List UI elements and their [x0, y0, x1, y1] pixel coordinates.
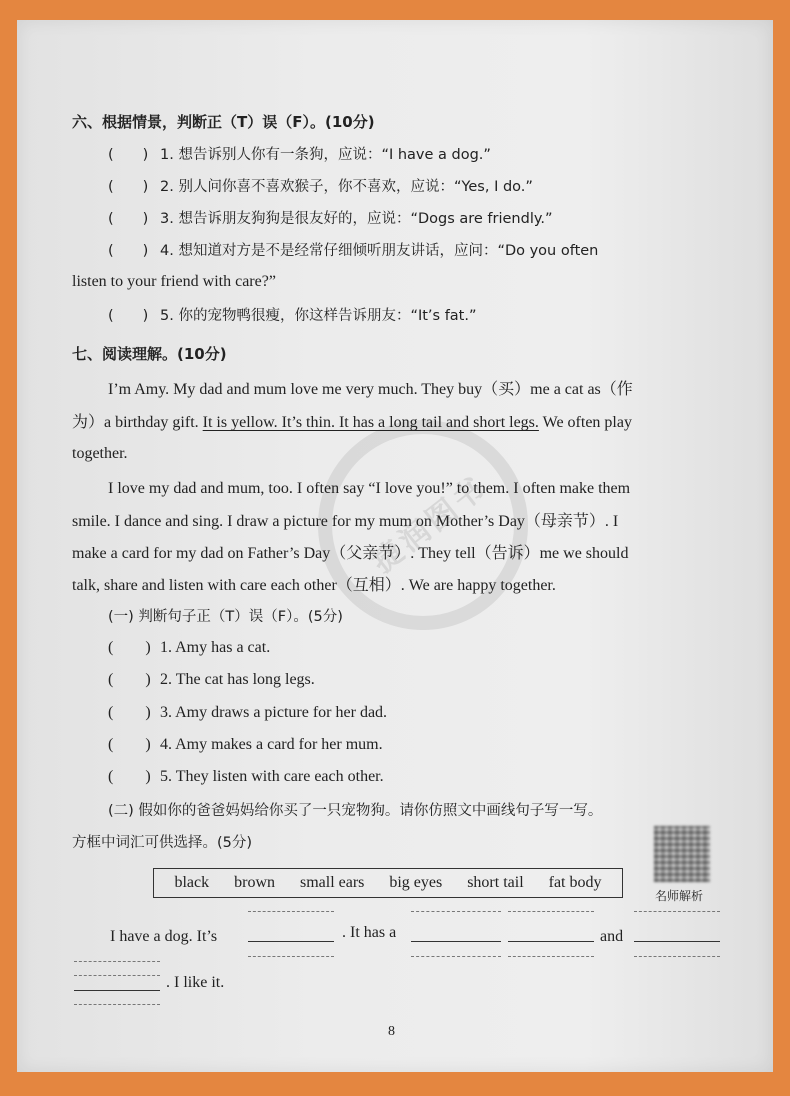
guide-line [634, 956, 720, 957]
p1-item-text: 3. Amy draws a picture for her dad. [160, 704, 388, 721]
word-bank-item: fat body [548, 874, 602, 891]
watermark-logo: 捷润图书 [365, 469, 495, 581]
answer-paren[interactable]: ( ) [108, 704, 151, 721]
p1-item-4 [108, 735, 383, 755]
guide-line [508, 956, 594, 957]
passage-p1-line2 [72, 413, 632, 433]
s6-item-text: 5. 你的宠物鸭很瘦，你这样告诉朋友：“It’s fat.” [160, 308, 477, 324]
part1-title: (一) 判断句子正（T）误（F）。(5分) [108, 609, 343, 625]
answer-blank-2[interactable] [411, 941, 501, 942]
writing-prompt-end: . I like it. [166, 974, 225, 991]
guide-line [74, 961, 160, 962]
p1-item-5 [108, 767, 384, 787]
section6-title: 六、根据情景，判断正（T）误（F）。(10分) [72, 113, 375, 131]
answer-paren[interactable]: ( ) [108, 179, 149, 195]
p1-item-2 [108, 670, 315, 690]
passage-p2-line3: make a card for my dad on Father’s Day（父亲节）. They tell（告诉）me we should [72, 545, 629, 562]
answer-paren[interactable]: ( ) [108, 147, 149, 163]
answer-paren[interactable]: ( ) [108, 768, 151, 785]
part2-title-line2: 方框中词汇可供选择。(5分) [72, 835, 253, 851]
qr-caption: 名师解析 [655, 889, 704, 903]
answer-paren[interactable]: ( ) [108, 736, 151, 753]
guide-line [634, 911, 720, 912]
s6-item-text: 3. 想告诉朋友狗狗是很友好的，应说：“Dogs are friendly.” [160, 211, 553, 227]
answer-paren[interactable]: ( ) [108, 243, 149, 259]
answer-blank-1[interactable] [248, 941, 334, 942]
word-bank-item: small ears [299, 874, 365, 891]
word-bank-item: big eyes [389, 874, 443, 891]
p1-item-3 [108, 703, 387, 723]
passage-p2-line4: talk, share and listen with care each other（互相）. We are happy together. [72, 577, 556, 594]
section7-title: 七、阅读理解。(10分) [72, 345, 227, 363]
s6-item-4 [108, 241, 598, 261]
s6-item-3 [108, 209, 553, 229]
s6-item-4-cont: listen to your friend with care?” [72, 273, 276, 290]
s6-item-text: 4. 想知道对方是不是经常仔细倾听朋友讲话，应问：“Do you often [160, 243, 599, 259]
answer-blank-3[interactable] [508, 941, 594, 942]
p1-item-text: 5. They listen with care each other. [160, 768, 384, 785]
s6-item-2 [108, 177, 533, 197]
qr-code-image[interactable] [654, 826, 710, 882]
passage-text: 为）a birthday gift. [72, 414, 203, 431]
word-bank-item: short tail [467, 874, 524, 891]
passage-p1-line1: I’m Amy. My dad and mum love me very much. They buy（买）me a cat as（作 [108, 381, 633, 398]
writing-prompt-and: and [600, 928, 624, 945]
guide-line [74, 975, 160, 976]
answer-paren[interactable]: ( ) [108, 639, 151, 656]
s6-item-5 [108, 306, 477, 326]
passage-p2-line2: smile. I dance and sing. I draw a picture for my mum on Mother’s Day（母亲节）. I [72, 513, 619, 530]
answer-paren[interactable]: ( ) [108, 671, 151, 688]
answer-blank-4[interactable] [634, 941, 720, 942]
s6-item-1 [108, 145, 491, 165]
guide-line [248, 956, 334, 957]
p1-item-text: 2. The cat has long legs. [160, 671, 315, 688]
passage-p1-line3: together. [72, 445, 128, 462]
p1-item-text: 4. Amy makes a card for her mum. [160, 736, 383, 753]
answer-paren[interactable]: ( ) [108, 211, 149, 227]
underlined-sentences: It is yellow. It’s thin. It has a long tail and short legs. [202, 414, 539, 431]
p1-item-1 [108, 638, 270, 658]
s6-item-text: 1. 想告诉别人你有一条狗，应说：“I have a dog.” [160, 147, 491, 163]
guide-line [508, 911, 594, 912]
page-number: 8 [388, 1024, 395, 1039]
s6-item-text: 2. 别人问你喜不喜欢猴子，你不喜欢，应说：“Yes, I do.” [160, 179, 533, 195]
word-bank-item: brown [234, 874, 275, 891]
writing-prompt-start: I have a dog. It’s [110, 928, 218, 945]
word-bank-item: black [174, 874, 210, 891]
part2-title-line1: (二) 假如你的爸爸妈妈给你买了一只宠物狗。请你仿照文中画线句子写一写。 [108, 803, 603, 819]
guide-line [411, 956, 501, 957]
word-bank-box [153, 868, 623, 898]
passage-p2-line1: I love my dad and mum, too. I often say “I love you!” to them. I often make them [108, 480, 631, 497]
guide-line [248, 911, 334, 912]
guide-line [74, 1004, 160, 1005]
passage-text: We often play [538, 414, 632, 431]
answer-blank-5[interactable] [74, 990, 160, 991]
answer-paren[interactable]: ( ) [108, 308, 149, 324]
p1-item-text: 1. Amy has a cat. [160, 639, 271, 656]
guide-line [411, 911, 501, 912]
writing-prompt-mid: . It has a [342, 924, 397, 941]
